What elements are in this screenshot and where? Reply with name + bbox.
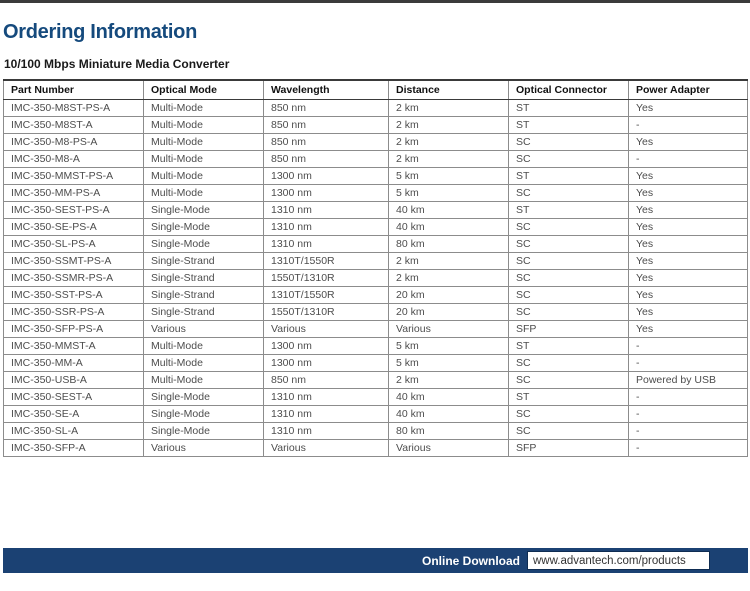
table-cell: IMC-350-SSR-PS-A [4, 304, 144, 321]
table-cell: 5 km [389, 185, 509, 202]
table-cell: IMC-350-M8-A [4, 151, 144, 168]
table-cell: Yes [629, 321, 748, 338]
table-row [4, 423, 748, 440]
table-row [4, 202, 748, 219]
table-cell: 40 km [389, 219, 509, 236]
table-row [4, 117, 748, 134]
table-row [4, 372, 748, 389]
table-cell: 2 km [389, 151, 509, 168]
table-cell: 1310 nm [264, 219, 389, 236]
table-row [4, 236, 748, 253]
footer-spacer [710, 548, 748, 573]
table-cell: 1310 nm [264, 202, 389, 219]
table-cell: 5 km [389, 355, 509, 372]
table-cell: 2 km [389, 117, 509, 134]
table-cell: 850 nm [264, 372, 389, 389]
table-cell: Multi-Mode [144, 134, 264, 151]
table-row [4, 168, 748, 185]
table-cell: IMC-350-SE-PS-A [4, 219, 144, 236]
table-cell: 2 km [389, 270, 509, 287]
table-cell: ST [509, 389, 629, 406]
page-title: Ordering Information [3, 21, 198, 43]
table-cell: SC [509, 270, 629, 287]
table-cell: IMC-350-USB-A [4, 372, 144, 389]
table-cell: Yes [629, 202, 748, 219]
table-cell: 850 nm [264, 117, 389, 134]
table-cell: IMC-350-MM-PS-A [4, 185, 144, 202]
table-cell: 1300 nm [264, 168, 389, 185]
column-header-power-adapter: Power Adapter [629, 80, 748, 100]
ordering-table [3, 79, 748, 457]
table-cell: SC [509, 304, 629, 321]
table-row [4, 270, 748, 287]
table-cell: Single-Mode [144, 406, 264, 423]
table-cell: Single-Mode [144, 389, 264, 406]
table-cell: Multi-Mode [144, 168, 264, 185]
table-row [4, 185, 748, 202]
table-cell: 1310 nm [264, 406, 389, 423]
table-cell: SFP [509, 440, 629, 457]
table-row [4, 287, 748, 304]
table-cell: Single-Strand [144, 287, 264, 304]
table-cell: - [629, 389, 748, 406]
table-cell: 1550T/1310R [264, 270, 389, 287]
table-cell: Yes [629, 134, 748, 151]
table-cell: 40 km [389, 389, 509, 406]
table-row [4, 406, 748, 423]
table-cell: ST [509, 202, 629, 219]
table-cell: - [629, 355, 748, 372]
table-cell: - [629, 423, 748, 440]
table-cell: 850 nm [264, 100, 389, 117]
column-header-optical-mode: Optical Mode [144, 80, 264, 100]
table-cell: IMC-350-SL-PS-A [4, 236, 144, 253]
table-cell: IMC-350-M8-PS-A [4, 134, 144, 151]
table-row [4, 253, 748, 270]
table-row [4, 219, 748, 236]
table-cell: 2 km [389, 253, 509, 270]
table-cell: Various [264, 440, 389, 457]
table-cell: Powered by USB [629, 372, 748, 389]
table-cell: ST [509, 117, 629, 134]
table-cell: IMC-350-SST-PS-A [4, 287, 144, 304]
table-cell: Yes [629, 100, 748, 117]
download-url-link[interactable]: www.advantech.com/products [527, 551, 710, 570]
table-cell: 1300 nm [264, 355, 389, 372]
table-cell: Single-Strand [144, 270, 264, 287]
table-cell: 1310 nm [264, 389, 389, 406]
table-cell: 5 km [389, 338, 509, 355]
table-cell: IMC-350-SEST-A [4, 389, 144, 406]
table-cell: 1310T/1550R [264, 287, 389, 304]
table-cell: Various [389, 440, 509, 457]
table-cell: Various [144, 321, 264, 338]
table-cell: SC [509, 151, 629, 168]
table-cell: 2 km [389, 100, 509, 117]
column-header-distance: Distance [389, 80, 509, 100]
table-cell: SC [509, 423, 629, 440]
table-cell: ST [509, 338, 629, 355]
table-cell: Multi-Mode [144, 100, 264, 117]
table-cell: Yes [629, 168, 748, 185]
table-cell: IMC-350-SL-A [4, 423, 144, 440]
table-cell: ST [509, 100, 629, 117]
table-row [4, 134, 748, 151]
table-cell: SC [509, 236, 629, 253]
top-divider [0, 0, 750, 3]
table-cell: 5 km [389, 168, 509, 185]
table-cell: IMC-350-M8ST-PS-A [4, 100, 144, 117]
table-cell: 2 km [389, 134, 509, 151]
table-cell: Single-Mode [144, 423, 264, 440]
table-row [4, 440, 748, 457]
table-cell: SC [509, 287, 629, 304]
table-cell: - [629, 117, 748, 134]
table-cell: Single-Mode [144, 202, 264, 219]
online-download-label: Online Download [422, 553, 520, 568]
table-cell: Various [264, 321, 389, 338]
table-cell: 20 km [389, 287, 509, 304]
footer-bar [3, 548, 748, 573]
table-cell: 850 nm [264, 134, 389, 151]
table-cell: Yes [629, 236, 748, 253]
table-cell: Yes [629, 219, 748, 236]
table-row [4, 389, 748, 406]
table-cell: SC [509, 355, 629, 372]
table-cell: IMC-350-MM-A [4, 355, 144, 372]
table-cell: - [629, 338, 748, 355]
section-subtitle: 10/100 Mbps Miniature Media Converter [4, 57, 230, 71]
table-cell: Yes [629, 270, 748, 287]
table-cell: - [629, 440, 748, 457]
table-cell: IMC-350-MMST-PS-A [4, 168, 144, 185]
table-cell: 1300 nm [264, 185, 389, 202]
table-cell: 1310 nm [264, 423, 389, 440]
table-cell: - [629, 151, 748, 168]
table-cell: - [629, 406, 748, 423]
table-cell: Various [389, 321, 509, 338]
table-cell: Multi-Mode [144, 151, 264, 168]
table-cell: 1300 nm [264, 338, 389, 355]
table-cell: ST [509, 168, 629, 185]
table-row [4, 338, 748, 355]
table-body [4, 100, 748, 457]
table-cell: 40 km [389, 202, 509, 219]
table-cell: Single-Mode [144, 236, 264, 253]
table-cell: SC [509, 406, 629, 423]
table-cell: Multi-Mode [144, 185, 264, 202]
table-cell: IMC-350-SE-A [4, 406, 144, 423]
column-header-optical-connector: Optical Connector [509, 80, 629, 100]
table-cell: Yes [629, 304, 748, 321]
table-cell: IMC-350-SSMT-PS-A [4, 253, 144, 270]
table-cell: IMC-350-SFP-PS-A [4, 321, 144, 338]
table-cell: 2 km [389, 372, 509, 389]
table-cell: Yes [629, 287, 748, 304]
table-cell: Various [144, 440, 264, 457]
table-cell: Yes [629, 185, 748, 202]
table-cell: IMC-350-SSMR-PS-A [4, 270, 144, 287]
table-cell: Multi-Mode [144, 117, 264, 134]
table-cell: Single-Strand [144, 253, 264, 270]
table-cell: Single-Strand [144, 304, 264, 321]
table-cell: SC [509, 185, 629, 202]
column-header-wavelength: Wavelength [264, 80, 389, 100]
table-cell: SC [509, 134, 629, 151]
table-row [4, 151, 748, 168]
table-cell: IMC-350-SFP-A [4, 440, 144, 457]
table-header-row [4, 80, 748, 100]
table-cell: 80 km [389, 236, 509, 253]
table-cell: 1310T/1550R [264, 253, 389, 270]
table-cell: 80 km [389, 423, 509, 440]
table-row [4, 321, 748, 338]
table-cell: IMC-350-SEST-PS-A [4, 202, 144, 219]
table-cell: Multi-Mode [144, 355, 264, 372]
table-cell: Multi-Mode [144, 372, 264, 389]
table-cell: SC [509, 372, 629, 389]
column-header-part-number: Part Number [4, 80, 144, 100]
table-cell: SFP [509, 321, 629, 338]
table-cell: Multi-Mode [144, 338, 264, 355]
table-cell: IMC-350-MMST-A [4, 338, 144, 355]
table-cell: 40 km [389, 406, 509, 423]
table-row [4, 100, 748, 117]
table-cell: 20 km [389, 304, 509, 321]
table-cell: SC [509, 219, 629, 236]
table-row [4, 304, 748, 321]
table-cell: SC [509, 253, 629, 270]
table-cell: 1310 nm [264, 236, 389, 253]
table-cell: Yes [629, 253, 748, 270]
table-cell: 850 nm [264, 151, 389, 168]
table-cell: IMC-350-M8ST-A [4, 117, 144, 134]
table-cell: Single-Mode [144, 219, 264, 236]
table-cell: 1550T/1310R [264, 304, 389, 321]
table-row [4, 355, 748, 372]
